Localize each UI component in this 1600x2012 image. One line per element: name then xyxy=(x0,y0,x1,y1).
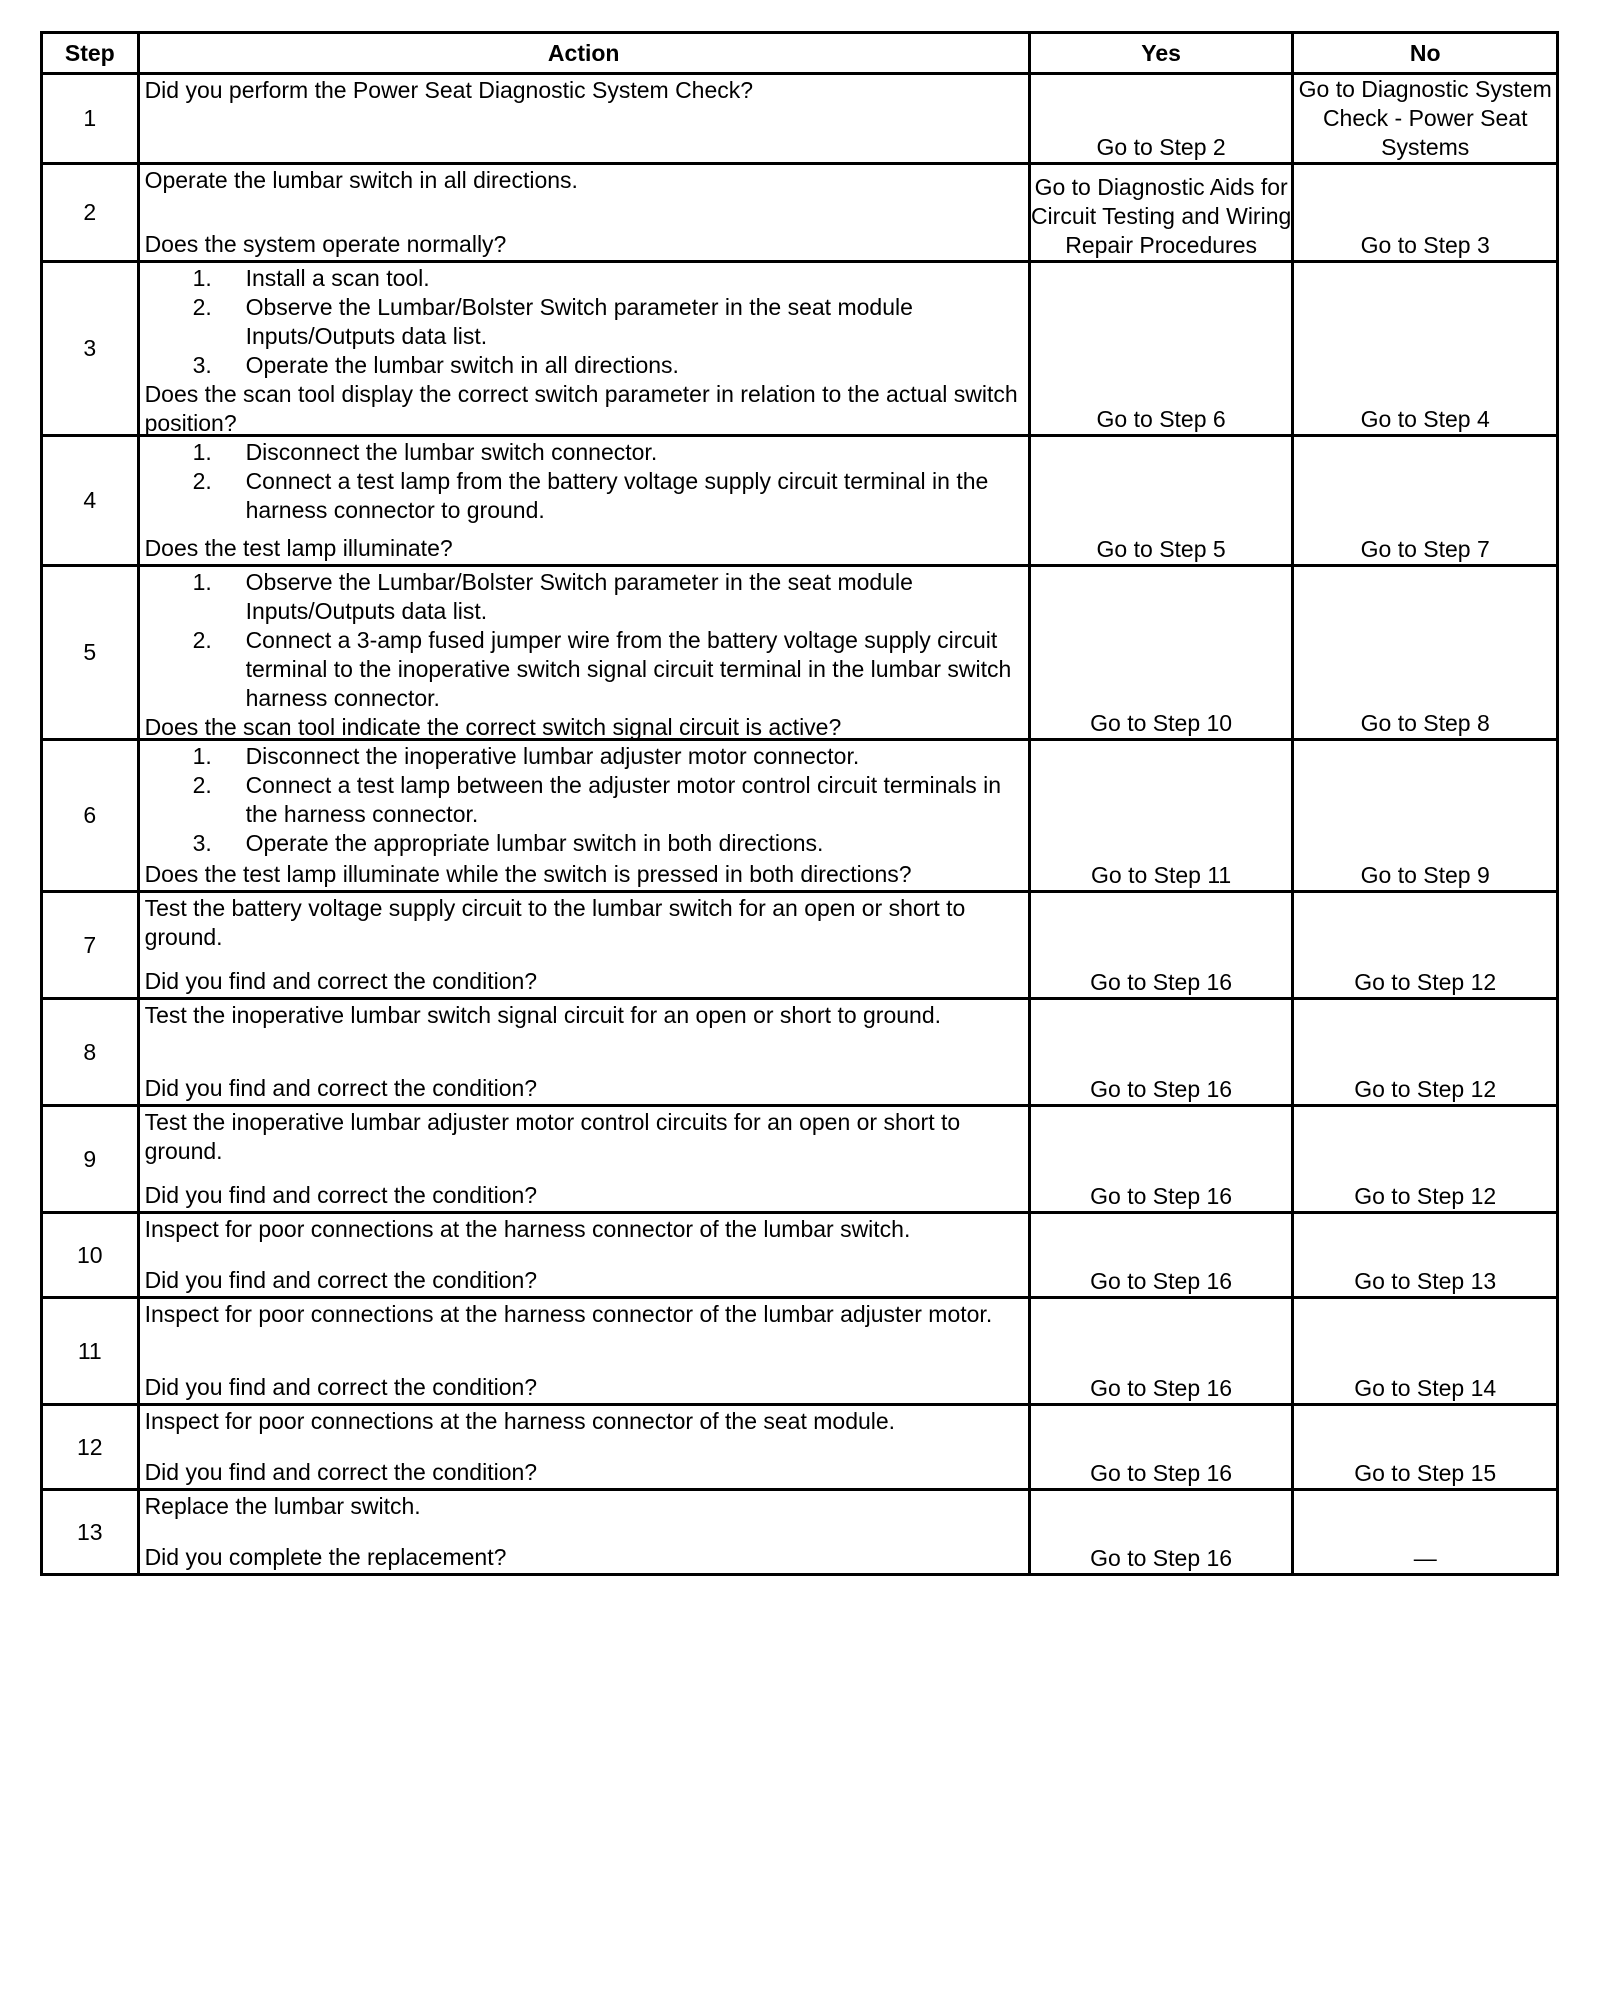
action-top xyxy=(145,1215,1024,1244)
table-row xyxy=(42,164,1558,262)
step-number-text: 2 xyxy=(83,199,97,225)
no-result: Go to Step 8 xyxy=(1360,710,1490,736)
action-question: Does the system operate normally? xyxy=(144,231,507,257)
table-row xyxy=(42,74,1558,164)
no-result: Go to Step 13 xyxy=(1354,1268,1497,1294)
no-cell xyxy=(1293,164,1558,262)
no-result: Go to Step 7 xyxy=(1360,536,1490,562)
action-step-number: 2. xyxy=(192,772,212,798)
table-row xyxy=(42,1405,1558,1490)
step-number-text: 5 xyxy=(83,639,97,665)
action-question: Did you find and correct the condition? xyxy=(144,1267,538,1293)
step-number-text: 13 xyxy=(76,1518,103,1545)
header-action: Action xyxy=(138,33,1029,74)
action-step-number: 1. xyxy=(192,569,212,595)
yes-cell xyxy=(1029,999,1293,1106)
yes-cell xyxy=(1029,164,1293,262)
action-top xyxy=(145,568,1024,713)
yes-result: Go to Diagnostic Aids for Circuit Testing and Wiring Repair Procedures xyxy=(1030,174,1292,258)
action-step-item xyxy=(145,438,1024,467)
action-instruction: Inspect for poor connections at the harness connector of the lumbar adjuster motor. xyxy=(144,1301,993,1327)
action-question: Does the scan tool indicate the correct switch signal circuit is active? xyxy=(144,714,842,740)
action-step-item xyxy=(145,829,1024,858)
action-top xyxy=(145,438,1024,525)
action-content xyxy=(140,263,1028,436)
no-cell xyxy=(1293,566,1558,740)
no-result: Go to Step 4 xyxy=(1360,406,1490,432)
no-result: Go to Step 12 xyxy=(1354,1183,1497,1209)
action-step-text: Connect a test lamp from the battery voltage supply circuit terminal in the harness connector to ground. xyxy=(245,468,989,523)
no-cell xyxy=(1293,1298,1558,1405)
header-row xyxy=(42,33,1558,74)
action-question: Did you complete the replacement? xyxy=(144,1544,507,1570)
yes-result: Go to Step 16 xyxy=(1090,1375,1233,1401)
action-step-text: Connect a test lamp between the adjuster motor control circuit terminals in the harness connector. xyxy=(245,772,1002,827)
action-top xyxy=(145,894,1024,952)
step-number-text: 7 xyxy=(83,931,97,958)
action-cell xyxy=(138,74,1029,164)
table-row xyxy=(42,1298,1558,1405)
step-number-text: 9 xyxy=(83,1145,97,1172)
action-step-number: 2. xyxy=(192,627,212,653)
table-row xyxy=(42,892,1558,999)
table-row xyxy=(42,566,1558,740)
yes-cell xyxy=(1029,74,1293,164)
table-row xyxy=(42,1490,1558,1575)
action-step-item xyxy=(145,771,1024,829)
action-cell xyxy=(138,1106,1029,1213)
action-content xyxy=(140,75,1028,148)
step-number xyxy=(42,1490,139,1575)
action-top xyxy=(145,76,1024,105)
action-content xyxy=(140,437,1028,563)
action-step-number: 2. xyxy=(192,468,212,494)
yes-cell xyxy=(1029,1106,1293,1213)
yes-result: Go to Step 16 xyxy=(1090,1076,1233,1102)
action-instruction: Operate the lumbar switch in all directions. xyxy=(144,167,578,193)
action-question: Did you find and correct the condition? xyxy=(144,1374,538,1400)
step-number xyxy=(42,1298,139,1405)
step-number xyxy=(42,436,139,566)
step-number xyxy=(42,999,139,1106)
action-top xyxy=(145,1300,1024,1329)
action-instruction: Test the inoperative lumbar switch signal circuit for an open or short to ground. xyxy=(144,1002,942,1028)
action-step-number: 1. xyxy=(192,743,212,769)
action-question: Did you find and correct the condition? xyxy=(144,968,538,994)
action-step-item xyxy=(145,568,1024,626)
action-content xyxy=(140,1491,1028,1572)
yes-result: Go to Step 2 xyxy=(1096,134,1226,160)
no-cell xyxy=(1293,999,1558,1106)
action-step-number: 1. xyxy=(192,439,212,465)
action-question: Did you find and correct the condition? xyxy=(144,1075,538,1101)
step-number xyxy=(42,740,139,892)
action-content xyxy=(140,1406,1028,1487)
action-step-text: Operate the appropriate lumbar switch in both directions. xyxy=(245,830,824,856)
no-cell xyxy=(1293,1106,1558,1213)
action-top xyxy=(145,1001,1024,1030)
action-content xyxy=(140,567,1028,740)
step-number xyxy=(42,1213,139,1298)
action-instruction: Inspect for poor connections at the harness connector of the lumbar switch. xyxy=(144,1216,911,1242)
no-cell xyxy=(1293,1490,1558,1575)
header-no: No xyxy=(1293,33,1558,74)
action-question: Did you find and correct the condition? xyxy=(144,1459,538,1485)
action-question: Does the test lamp illuminate? xyxy=(144,535,453,561)
action-step-number: 3. xyxy=(192,830,212,856)
yes-result: Go to Step 10 xyxy=(1090,710,1233,736)
header-yes: Yes xyxy=(1029,33,1293,74)
action-question: Does the test lamp illuminate while the switch is pressed in both directions? xyxy=(144,861,912,887)
yes-result: Go to Step 5 xyxy=(1096,536,1226,562)
action-cell xyxy=(138,1490,1029,1575)
step-number-text: 10 xyxy=(76,1241,103,1268)
no-cell xyxy=(1293,892,1558,999)
action-top xyxy=(145,1407,1024,1436)
no-result: — xyxy=(1413,1545,1437,1571)
table-body xyxy=(42,74,1558,1575)
yes-result: Go to Step 16 xyxy=(1090,969,1233,995)
action-cell xyxy=(138,892,1029,999)
action-step-text: Operate the lumbar switch in all directions. xyxy=(245,352,679,378)
step-number-text: 4 xyxy=(83,487,97,513)
action-top xyxy=(145,1108,1024,1166)
diagnostic-table xyxy=(40,31,1559,1576)
action-step-item xyxy=(145,626,1024,713)
action-instruction: Test the battery voltage supply circuit to the lumbar switch for an open or short to ground. xyxy=(144,895,972,950)
action-step-text: Disconnect the inoperative lumbar adjuster motor connector. xyxy=(245,743,860,769)
action-top xyxy=(145,166,1024,195)
action-step-item xyxy=(145,742,1024,771)
action-step-text: Connect a 3-amp fused jumper wire from the battery voltage supply circuit terminal to the inoperative switch signal circuit terminal in the lumbar switch harness connector. xyxy=(245,627,1012,711)
step-number-text: 11 xyxy=(77,1337,102,1364)
no-cell xyxy=(1293,1405,1558,1490)
action-content xyxy=(140,741,1028,889)
yes-result: Go to Step 16 xyxy=(1090,1460,1233,1486)
step-number xyxy=(42,262,139,436)
table-row xyxy=(42,1106,1558,1213)
action-cell xyxy=(138,566,1029,740)
yes-cell xyxy=(1029,740,1293,892)
action-cell xyxy=(138,1213,1029,1298)
action-content xyxy=(140,1299,1028,1402)
action-instruction: Inspect for poor connections at the harness connector of the seat module. xyxy=(144,1408,896,1434)
action-step-item xyxy=(145,264,1024,293)
action-step-text: Observe the Lumbar/Bolster Switch parameter in the seat module Inputs/Outputs data list. xyxy=(245,569,913,624)
action-steps xyxy=(145,438,1024,525)
no-result: Go to Step 3 xyxy=(1360,232,1490,258)
action-step-text: Disconnect the lumbar switch connector. xyxy=(245,439,658,465)
no-cell xyxy=(1293,262,1558,436)
step-number xyxy=(42,164,139,262)
action-step-item xyxy=(145,293,1024,351)
yes-cell xyxy=(1029,1298,1293,1405)
no-result: Go to Step 12 xyxy=(1354,969,1497,995)
action-top xyxy=(145,1492,1024,1521)
no-result: Go to Diagnostic System Check - Power Seat Systems xyxy=(1298,76,1552,160)
action-step-number: 1. xyxy=(192,265,212,291)
no-cell xyxy=(1293,74,1558,164)
no-result: Go to Step 12 xyxy=(1354,1076,1497,1102)
yes-cell xyxy=(1029,892,1293,999)
action-instruction: Did you perform the Power Seat Diagnostic System Check? xyxy=(144,77,754,103)
action-content xyxy=(140,893,1028,996)
yes-cell xyxy=(1029,1213,1293,1298)
yes-cell xyxy=(1029,1405,1293,1490)
action-instruction: Replace the lumbar switch. xyxy=(144,1493,421,1519)
action-question: Does the scan tool display the correct switch parameter in relation to the actual switch position? xyxy=(144,381,1025,436)
step-number xyxy=(42,566,139,740)
no-result: Go to Step 14 xyxy=(1354,1375,1497,1401)
step-number-text: 12 xyxy=(76,1433,103,1460)
no-cell xyxy=(1293,740,1558,892)
action-step-text: Install a scan tool. xyxy=(245,265,430,291)
step-number xyxy=(42,74,139,164)
yes-result: Go to Step 16 xyxy=(1090,1268,1233,1294)
action-cell xyxy=(138,999,1029,1106)
step-number xyxy=(42,892,139,999)
no-result: Go to Step 9 xyxy=(1360,862,1490,888)
action-top xyxy=(145,264,1024,380)
table-row xyxy=(42,436,1558,566)
action-cell xyxy=(138,740,1029,892)
action-cell xyxy=(138,1298,1029,1405)
step-number xyxy=(42,1106,139,1213)
action-cell xyxy=(138,164,1029,262)
action-step-item xyxy=(145,351,1024,380)
action-top xyxy=(145,742,1024,858)
action-steps xyxy=(145,742,1024,858)
yes-result: Go to Step 16 xyxy=(1090,1183,1233,1209)
action-step-text: Observe the Lumbar/Bolster Switch parameter in the seat module Inputs/Outputs data list. xyxy=(245,294,913,349)
table-row xyxy=(42,262,1558,436)
yes-cell xyxy=(1029,1490,1293,1575)
yes-result: Go to Step 11 xyxy=(1091,862,1232,888)
action-step-item xyxy=(145,467,1024,525)
action-cell xyxy=(138,1405,1029,1490)
step-number-text: 3 xyxy=(83,335,97,361)
action-cell xyxy=(138,262,1029,436)
no-cell xyxy=(1293,1213,1558,1298)
yes-cell xyxy=(1029,436,1293,566)
action-question: Did you find and correct the condition? xyxy=(144,1182,538,1208)
yes-result: Go to Step 6 xyxy=(1096,406,1226,432)
action-step-number: 3. xyxy=(192,352,212,378)
yes-result: Go to Step 16 xyxy=(1090,1545,1233,1571)
table-row xyxy=(42,1213,1558,1298)
table-row xyxy=(42,999,1558,1106)
step-number xyxy=(42,1405,139,1490)
no-result: Go to Step 15 xyxy=(1354,1460,1497,1486)
step-number-text: 8 xyxy=(83,1038,97,1065)
no-cell xyxy=(1293,436,1558,566)
action-content xyxy=(140,165,1028,259)
step-number-text: 1 xyxy=(83,105,97,131)
yes-cell xyxy=(1029,566,1293,740)
action-content xyxy=(140,1107,1028,1210)
action-steps xyxy=(145,568,1024,713)
header-step: Step xyxy=(42,33,139,74)
action-content xyxy=(140,1214,1028,1295)
table-row xyxy=(42,740,1558,892)
action-cell xyxy=(138,436,1029,566)
action-content xyxy=(140,1000,1028,1103)
step-number-text: 6 xyxy=(83,802,97,828)
action-steps xyxy=(145,264,1024,380)
action-instruction: Test the inoperative lumbar adjuster motor control circuits for an open or short to ground. xyxy=(144,1109,967,1164)
action-step-number: 2. xyxy=(192,294,212,320)
yes-cell xyxy=(1029,262,1293,436)
